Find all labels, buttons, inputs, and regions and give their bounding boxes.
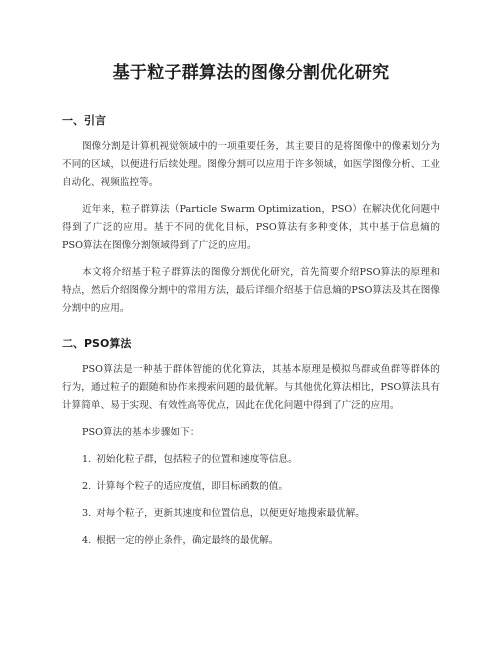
document-title: 基于粒子群算法的图像分割优化研究 [112,63,390,83]
list-item-text: 初始化粒子群，包括粒子的位置和速度等信息。 [96,454,298,465]
list-item [62,532,440,550]
paragraph: 本文将介绍基于粒子群算法的图像分割优化研究，首先简要介绍PSO算法的原理和特点，然后介绍图像分割中的常用方法，最后详细介绍基于信息熵的PSO算法及其在图像分割中的应用。 [62,267,440,314]
list-item-number: 3. [82,508,92,519]
list-item [62,451,440,469]
list-item-number: 1. [82,454,92,465]
paragraph: 图像分割是计算机视觉领域中的一项重要任务，其主要目的是将图像中的像素划分为不同的区域，以便进行后续处理。图像分割可以应用于许多领域，如医学图像分析、工业自动化、视频监控等。 [62,141,440,188]
list-item-number: 4. [82,535,92,546]
section-heading-introduction: 一、引言 [62,114,106,127]
list-item-number: 2. [82,481,92,492]
paragraph: PSO算法的基本步骤如下： [82,427,200,438]
list-item-text: 计算每个粒子的适应度值，即目标函数的值。 [96,481,289,492]
list-item [62,505,440,523]
list-item-text: 对每个粒子，更新其速度和位置信息，以便更好地搜索最优解。 [96,508,365,519]
list-item [62,478,440,496]
list-item-text: 根据一定的停止条件，确定最终的最优解。 [96,535,279,546]
paragraph: 近年来，粒子群算法（Particle Swarm Optimization，PSO）在解决优化问题中得到了广泛的应用。基于不同的优化目标，PSO算法有多种变体，其中基于信息熵的PSO算法在图像分割领域得到了广泛的应用。 [62,204,440,251]
section-heading-pso: 二、PSO算法 [62,337,132,350]
paragraph: PSO算法是一种基于群体智能的优化算法，其基本原理是模拟鸟群或鱼群等群体的行为，通过粒子的跟随和协作来搜索问题的最优解。与其他优化算法相比，PSO算法具有计算简单、易于实现、有效性高等优点，因此在优化问题中得到了广泛的应用。 [62,364,440,411]
